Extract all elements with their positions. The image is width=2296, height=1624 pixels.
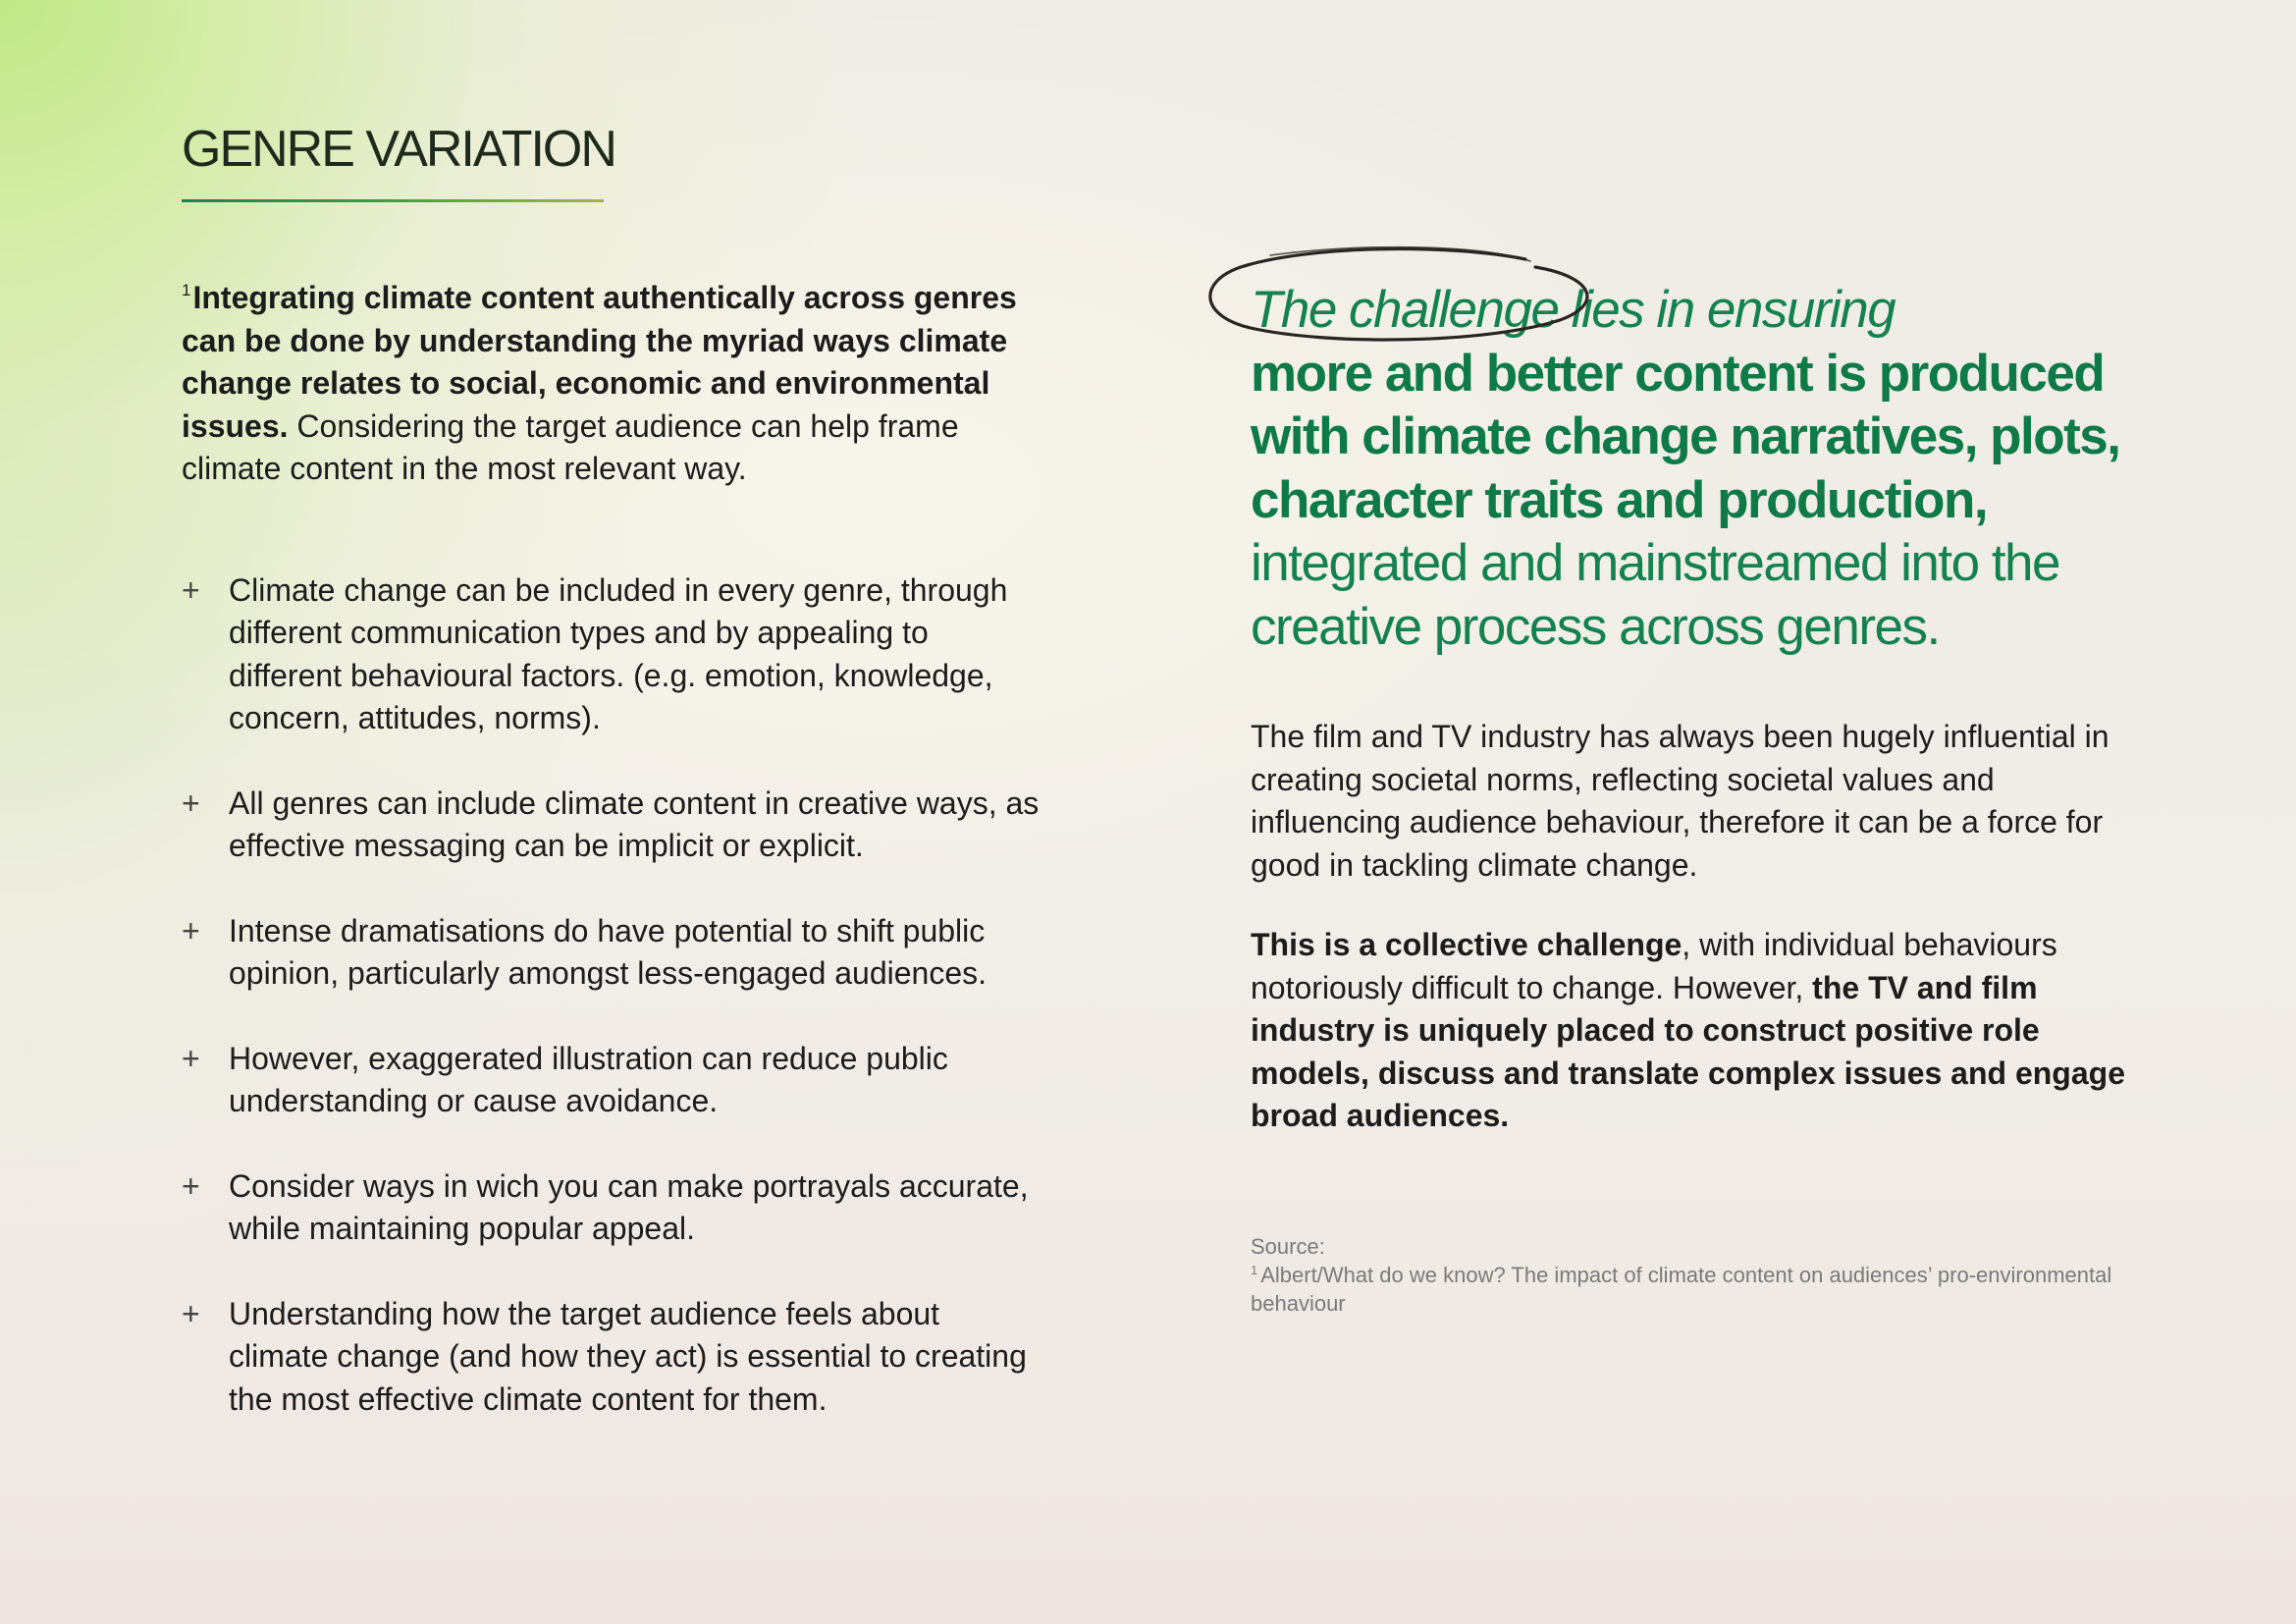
plus-icon: + bbox=[182, 571, 200, 608]
emphasis-text: This is a collective challenge bbox=[1251, 927, 1682, 962]
source-citation bbox=[1251, 1261, 2134, 1318]
quote-bold-text: more and better content is produced with climate change narratives, plots, character traits and production, bbox=[1251, 344, 2120, 529]
footnote-marker: 1 bbox=[182, 281, 191, 299]
intro-regular-text: Considering the target audience can help frame climate content in the most relevant way. bbox=[182, 407, 959, 486]
body-paragraph: The film and TV industry has always been hugely influential in creating societal norms, reflecting societal values and influencing audience behaviour, therefore it can be a force for good in tackling climate change. bbox=[1251, 719, 2109, 883]
quote-regular-text: integrated and mainstreamed into the creative process across genres. bbox=[1251, 534, 2059, 656]
page-title: GENRE VARIATION bbox=[182, 121, 615, 178]
emphasis-text: the TV and film industry is uniquely placed to construct positive role models, discuss and translate complex issues and engage broad audiences. bbox=[1251, 969, 2125, 1133]
source-note bbox=[1251, 1232, 2134, 1318]
plus-icon: + bbox=[182, 785, 200, 821]
list-item-text: Consider ways in wich you can make portrayals accurate, while maintaining popular appeal. bbox=[229, 1167, 1029, 1246]
paragraph-text: , with individual behaviours notoriously difficult to change. However, bbox=[1251, 927, 2057, 1005]
right-column bbox=[1251, 279, 2134, 1318]
list-item-text: Understanding how the target audience feels about climate change (and how they act) is essential to creating the most effective climate content for them. bbox=[229, 1295, 1027, 1417]
list-item-text: However, exaggerated illustration can reduce public understanding or cause avoidance. bbox=[229, 1040, 948, 1118]
quote-italic-text: The challenge lies in ensuring bbox=[1251, 281, 1896, 339]
title-underline bbox=[182, 199, 604, 202]
list-item bbox=[182, 783, 1045, 868]
body-paragraph-emphasis bbox=[1251, 924, 2134, 1138]
list-item-text: Intense dramatisations do have potential to shift public opinion, particularly amongst less-engaged audiences. bbox=[229, 912, 988, 991]
bullet-list bbox=[182, 569, 1045, 1422]
source-label: Source: bbox=[1251, 1233, 1325, 1259]
list-item bbox=[182, 1165, 1045, 1251]
list-item-text: All genres can include climate content in creative ways, as effective messaging can be implicit or explicit. bbox=[229, 785, 1040, 863]
list-item-text: Climate change can be included in every genre, through different communication types and by appealing to different behavioural factors. (e.g. emotion, knowledge, concern, attitudes, norms). bbox=[229, 571, 1008, 735]
plus-icon: + bbox=[182, 1295, 200, 1331]
list-item bbox=[182, 910, 1045, 996]
intro-paragraph bbox=[182, 277, 1045, 491]
list-item bbox=[182, 1293, 1045, 1422]
plus-icon: + bbox=[182, 1167, 200, 1204]
list-item bbox=[182, 1038, 1045, 1123]
list-item bbox=[182, 569, 1045, 740]
footnote-marker: 1 bbox=[1251, 1262, 1258, 1277]
plus-icon: + bbox=[182, 1040, 200, 1076]
left-column bbox=[182, 277, 1045, 1463]
source-text: Albert/What do we know? The impact of climate content on audiences’ pro-environmental behaviour bbox=[1251, 1262, 2112, 1316]
plus-icon: + bbox=[182, 912, 200, 948]
intro-bold-text: Integrating climate content authentically across genres can be done by understanding the myriad ways climate change relates to social, economic and environmental issues. bbox=[182, 280, 1017, 444]
pull-quote bbox=[1251, 279, 2134, 659]
